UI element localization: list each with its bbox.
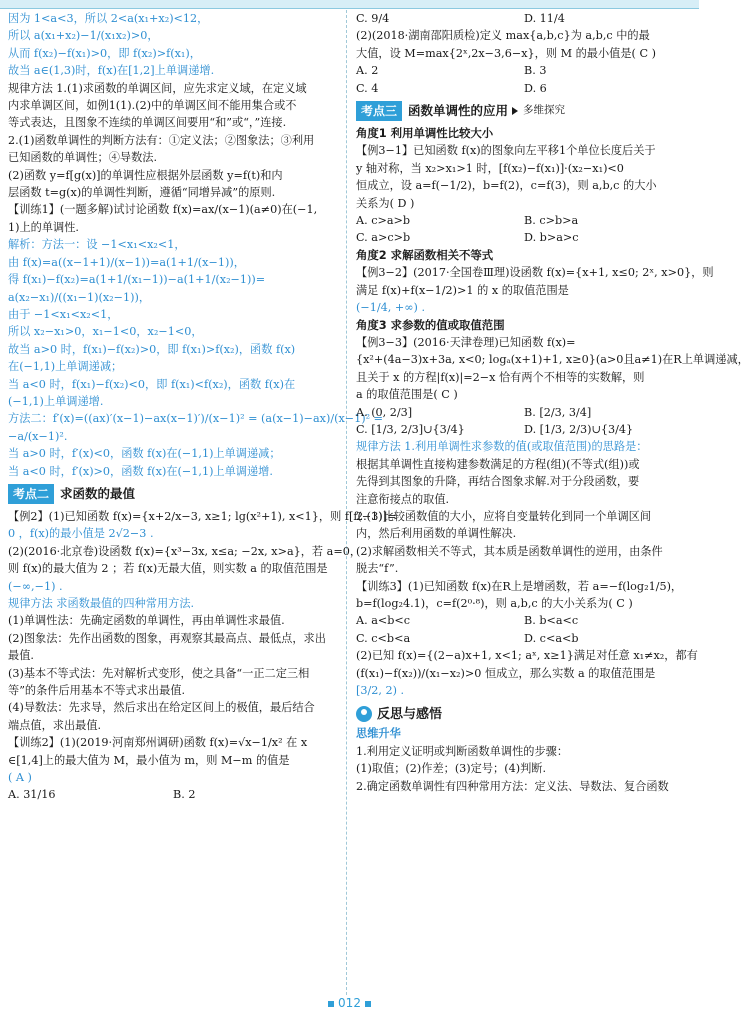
option-d: D. b>a>c [524,231,579,245]
option-d: D. c<a<b [524,631,579,645]
text-line: 【训练3】(1)已知函数 f(x)在R上是增函数，若 a=−f(log₂1/5)， [356,579,683,593]
option-d: D. [1/3, 2/3)∪{3/4} [524,422,634,436]
text-line: (f(x₁)−f(x₂))/(x₁−x₂)>0 恒成立，那么实数 a 的取值范围是 [356,666,656,680]
text-line: {x²+(4a−3)x+3a, x<0; logₐ(x+1)+1, x≥0}(a>0且a≠1)在R上单调递减， [356,353,749,367]
section-badge: 考点三 [356,101,402,121]
angle-title: 角度2 求解函数相关不等式 [356,247,494,262]
text-line: 由于 −1<x₁<x₂<1， [8,307,119,321]
text-line: a 的取值范围是( C ) [356,388,458,402]
text-line: (−1,1)上单调递增. [8,394,104,408]
text-line: 在(−1,1)上单调递减； [8,360,123,374]
text-line: 根据其单调性直接构建参数满足的方程(组)(不等式(组))或 [356,457,640,471]
option-d: D. 11/4 [524,12,565,25]
text-line: 故当 a∈(1,3)时，f(x)在[1,2]上单调递增. [8,64,215,78]
answer-line: [3/2, 2) . [356,684,405,698]
text-line: ∈[1,4]上的最大值为 M，最小值为 m，则 M−m 的值是 [8,753,290,767]
text-line: 当 a<0 时，f(x₁)−f(x₂)<0，即 f(x₁)<f(x₂)，函数 f(x)在 [8,377,296,391]
text-line: 等”的条件后用基本不等式求出最值. [8,684,186,698]
text-line: 【训练1】(一题多解)试讨论函数 f(x)=ax/(x−1)(a≠0)在(−1, [8,203,318,217]
column-divider [346,10,347,995]
text-line: 故当 a>0 时，f(x₁)−f(x₂)>0，即 f(x₁)>f(x₂)，函数 f(x) [8,342,296,356]
text-line: y 轴对称，当 x₂>x₁>1 时，[f(x₂)−f(x₁)]·(x₂−x₁)<0 [356,161,624,175]
option-a: A. (0, 2/3] [356,405,413,419]
text-line: (2)已知 f(x)={(2−a)x+1, x<1; aˣ, x≥1}满足对任意 x₁≠x₂，都有 [356,649,698,663]
options-row [356,404,692,421]
section-three-header [356,101,692,121]
text-line: −a/(x−1)². [8,429,68,443]
text-line: 满足 f(x)+f(x−1/2)>1 的 x 的取值范围是 [356,283,569,297]
text-line: 恒成立，设 a=f(−1/2)，b=f(2)，c=f(3)，则 a,b,c 的大小 [356,179,657,193]
reflection-subtitle: 思维升华 [356,727,401,741]
text-line: b=f(log₂4.1)，c=f(2⁰·⁸)，则 a,b,c 的大小关系为( C ) [356,597,633,610]
text-line: 最值. [8,649,34,663]
option-b: B. b<a<c [524,614,579,628]
options-row [356,612,692,629]
section-two-header [8,484,338,504]
text-line: 关系为( D ) [356,196,415,210]
text-line: 得 f(x₁)−f(x₂)=a(1+1/(x₁−1))−a(1+1/(x₂−1))= [8,273,266,287]
option-c: C. a>c>b [356,231,411,245]
page-number [0,996,699,1010]
text-line: (2)(2016·北京卷)设函数 f(x)={x³−3x, x≤a; −2x, x>a}，若 a=0， [8,544,362,558]
triangle-icon [512,107,518,115]
person-icon [356,706,372,722]
option-a: A. 2 [356,64,379,78]
text-line: (2)图象法：先作出函数的图象，再观察其最高点、最低点，求出 [8,631,326,645]
text-line: (2)函数 y=f[g(x)]的单调性应根据外层函数 y=f(t)和内 [8,168,283,182]
text-line: 2.确定函数单调性有四种常用方法：定义法、导数法、复合函数 [356,779,669,793]
option-b: B. c>b>a [524,214,579,228]
text-line: 2.(1)比较函数值的大小，应将自变量转化到同一个单调区间 [356,509,652,523]
text-line: 脱去“f”. [356,562,399,576]
text-line: 先得到其图象的升降，再结合图象求解.对于分段函数，要 [356,475,640,489]
answer-line: (−1/4, +∞) . [356,301,426,315]
right-column [356,10,749,795]
text-line: 2.(1)函数单调性的判断方法有：①定义法；②图象法；③利用 [8,133,315,147]
options-row [356,421,692,438]
text-line: a(x₂−x₁)/((x₁−1)(x₂−1))， [8,290,151,304]
text-line: 规律方法 求函数最值的四种常用方法. [8,597,195,610]
option-a: A. c>a>b [356,214,411,228]
section-title: 求函数的最值 [60,486,136,502]
text-line: 【例3−1】已知函数 f(x)的图象向左平移1个单位长度后关于 [356,144,656,158]
section-badge: 考点二 [8,484,54,504]
option-c: C. c<b<a [356,631,411,645]
option-b: B. 2 [173,788,196,802]
text-line: 从而 f(x₂)−f(x₁)>0，即 f(x₂)>f(x₁)， [8,46,201,60]
text-line: 所以 x₂−x₁>0，x₁−1<0，x₂−1<0， [8,325,203,339]
text-line: 1)上的单调性. [8,220,79,234]
text-line: (2)求解函数相关不等式，其本质是函数单调性的逆用，由条件 [356,544,663,558]
text-line: 规律方法 1.利用单调性求参数的值(或取值范围)的思路是： [356,440,648,454]
options-row [356,80,692,97]
text-line: (1)取值；(2)作差；(3)定号；(4)判断. [356,762,547,776]
option-c: C. 4 [356,81,379,95]
answer-line: 0 ，f(x)的最小值是 2√2−3 . [8,527,154,541]
options-row [356,630,692,647]
reflection-title: 反思与感悟 [377,706,443,722]
text-line: (4)导数法：先求导，然后求出在给定区间上的极值，最后结合 [8,701,315,715]
options-row [356,212,692,229]
angle-title: 角度3 求参数的值或取值范围 [356,317,505,332]
square-icon [365,1001,371,1007]
text-line: 层函数 t=g(x)的单调性判断，遵循“同增异减”的原则. [8,186,276,200]
page-number-text: 012 [338,996,361,1010]
text-line: 【例2】(1)已知函数 f(x)={x+2/x−3, x≥1; lg(x²+1), x<1}，则 f[f(−3)]= [8,509,397,523]
text-line: 解析：方法一：设 −1<x₁<x₂<1， [8,238,186,252]
text-line: 端点值，求出最值. [8,718,102,732]
text-line: 方法二：f′(x)=((ax)′(x−1)−ax(x−1)′)/(x−1)² = (a(x−1)−ax)/(x−1)² = [8,412,384,426]
square-icon [328,1001,334,1007]
text-line: 所以 a(x₁+x₂)−1/(x₁x₂)>0， [8,29,159,43]
text-line: 【例3−2】(2017·全国卷Ⅲ理)设函数 f(x)={x+1, x≤0; 2ˣ, x>0}，则 [356,266,714,280]
text-line: (1)单调性法：先确定函数的单调性，再由单调性求最值. [8,614,285,628]
section-subtitle: 多维探究 [523,104,566,117]
text-line: 由 f(x)=a((x−1+1)/(x−1))=a(1+1/(x−1))， [8,255,245,269]
options-row [356,62,692,79]
text-line: 则 f(x)的最大值为 2 ；若 f(x)无最大值，则实数 a 的取值范围是 [8,562,328,576]
text-line: 【例3−3】(2016·天津卷理)已知函数 f(x)= [356,335,576,349]
text-line: 内求单调区间，如例1(1).(2)中的单调区间不能用集合或不 [8,99,297,113]
answer-line: ( A ) [8,771,32,785]
option-b: B. [2/3, 3/4] [524,405,592,419]
top-bar [0,0,699,9]
text-line: (3)基本不等式法：先对解析式变形，使之具备“一正二定三相 [8,666,310,680]
text-line: 且关于 x 的方程|f(x)|=2−x 恰有两个不相等的实数解，则 [356,370,645,384]
answer-line: (−∞,−1) . [8,579,63,593]
text-line: 【训练2】(1)(2019·河南郑州调研)函数 f(x)=√x−1/x² 在 x [8,736,308,750]
option-a: A. a<b<c [356,614,411,628]
text-line: 1.利用定义证明或判断函数单调性的步骤： [356,744,569,758]
options-row [356,229,692,246]
section-title: 函数单调性的应用 [408,103,509,119]
options-row [356,10,692,27]
reflection-header [356,703,692,725]
angle-title: 角度1 利用单调性比较大小 [356,126,494,141]
text-line: 等式表达，且图象不连续的单调区间要用“和”或“，”连接. [8,116,287,130]
text-line: 当 a>0 时，f′(x)<0，函数 f(x)在(−1,1)上单调递减； [8,447,281,461]
option-b: B. 3 [524,64,547,78]
text-line: 因为 1<a<3，所以 2<a(x₁+x₂)<12， [8,12,209,25]
option-c: C. 9/4 [356,12,390,25]
option-a: A. 31/16 [8,788,56,802]
option-d: D. 6 [524,81,547,95]
option-c: C. [1/3, 2/3]∪{3/4} [356,422,465,436]
text-line: 内，然后利用函数的单调性解决. [356,527,517,541]
text-line: 规律方法 1.(1)求函数的单调区间，应先求定义域，在定义域 [8,81,307,95]
text-line: (2)(2018·湖南邵阳质检)定义 max{a,b,c}为 a,b,c 中的最 [356,29,650,43]
text-line: 当 a<0 时，f′(x)>0，函数 f(x)在(−1,1)上单调递增. [8,464,273,478]
text-line: 注意衔接点的取值. [356,492,450,506]
options-row [8,786,338,803]
text-line: 大值，设 M=max{2ˣ,2x−3,6−x}，则 M 的最小值是( C ) [356,46,656,60]
text-line: 已知函数的单调性；④导数法. [8,151,157,165]
